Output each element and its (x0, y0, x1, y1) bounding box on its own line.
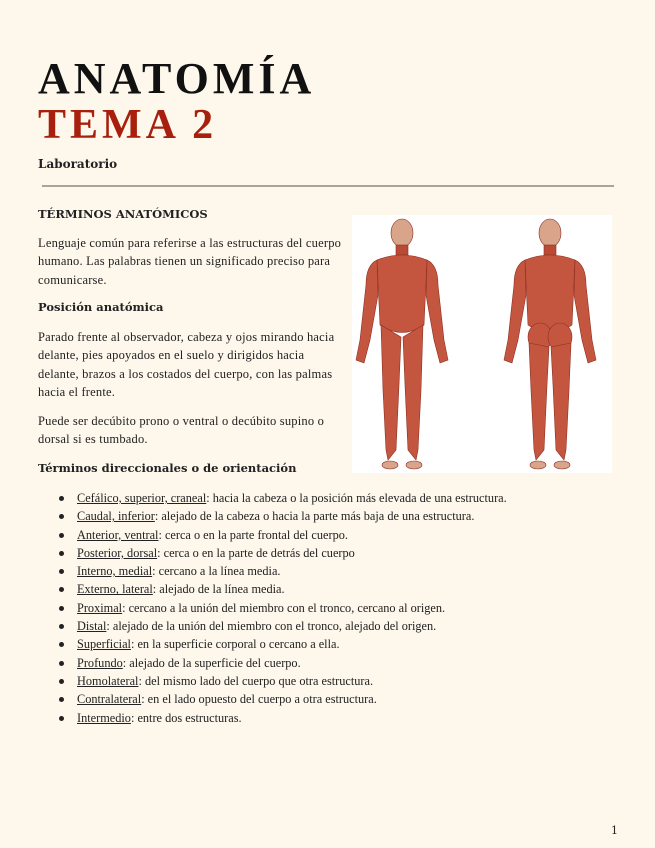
term-definition: : cerca o en la parte de detrás del cuerpo (157, 545, 355, 560)
list-item (56, 709, 507, 727)
list-item (56, 489, 507, 507)
heading-anatomical-terms: TÉRMINOS ANATÓMICOS (38, 207, 208, 221)
intro-paragraph: Lenguaje común para referirse a las estructuras del cuerpo humano. Las palabras tienen un significado preciso para comunicarse. (38, 236, 342, 287)
document-title: ANATOMÍA (38, 54, 316, 103)
term-definition: : cercano a la línea media. (152, 564, 281, 579)
term-name: Homolateral (77, 673, 139, 688)
list-item (56, 580, 507, 598)
section-label: Laboratorio (38, 157, 118, 171)
term-name: Externo, lateral (77, 582, 153, 597)
list-item (56, 544, 507, 562)
page-number: 1 (611, 824, 618, 837)
term-name: Profundo (77, 655, 123, 670)
lying-paragraph: Puede ser decúbito prono o ventral o decúbito supino o dorsal si es tumbado. (38, 414, 325, 447)
heading-anatomical-position: Posición anatómica (38, 300, 164, 314)
term-name: Proximal (77, 600, 123, 615)
term-definition: : del mismo lado del cuerpo que otra estructura. (138, 673, 374, 688)
term-definition: : cercano a la unión del miembro con el tronco, cercano al origen. (122, 600, 446, 615)
list-item (56, 690, 507, 708)
term-definition: : hacia la cabeza o la posición más elevada de una estructura. (206, 491, 507, 505)
posterior-body-figure (504, 219, 596, 469)
horizontal-divider (42, 185, 614, 187)
term-name: Interno, medial (77, 564, 153, 579)
list-item (56, 599, 507, 617)
muscular-anatomy-image (352, 215, 612, 473)
term-name: Posterior, dorsal (77, 545, 158, 560)
document-subtitle: TEMA 2 (38, 102, 218, 148)
term-name: Intermedio (77, 710, 131, 725)
term-name: Contralateral (77, 692, 142, 707)
term-name: Superficial (77, 637, 131, 652)
list-item (56, 635, 507, 653)
term-definition: : cerca o en la parte frontal del cuerpo. (158, 527, 348, 542)
term-definition: : en la superficie corporal o cercano a ella. (130, 637, 340, 652)
list-item (56, 562, 507, 580)
list-item (56, 507, 507, 525)
directional-terms-list (56, 489, 507, 727)
term-definition: : alejado de la línea media. (152, 582, 285, 597)
list-item (56, 526, 507, 544)
anterior-body-figure (356, 219, 448, 469)
term-name: Caudal, inferior (77, 509, 155, 524)
term-definition: : alejado de la cabeza o hacia la parte más baja de una estructura. (154, 509, 475, 524)
term-definition: : en el lado opuesto del cuerpo a otra estructura. (141, 692, 377, 707)
list-item (56, 654, 507, 672)
list-item (56, 617, 507, 635)
position-paragraph: Parado frente al observador, cabeza y ojos mirando hacia delante, pies apoyados en el suelo y dirigidos hacia delante, brazos a los costados del cuerpo, con las palmas hacia el frente. (38, 330, 335, 399)
term-name: Cefálico, superior, craneal (77, 491, 207, 505)
term-definition: : entre dos estructuras. (130, 710, 242, 725)
term-name: Anterior, ventral (77, 527, 159, 542)
heading-directional-terms: Términos direccionales o de orientación (38, 461, 297, 475)
term-definition: : alejado de la unión del miembro con el tronco, alejado del origen. (106, 619, 437, 634)
list-item (56, 672, 507, 690)
term-name: Distal (77, 619, 107, 634)
term-definition: : alejado de la superficie del cuerpo. (122, 655, 301, 670)
